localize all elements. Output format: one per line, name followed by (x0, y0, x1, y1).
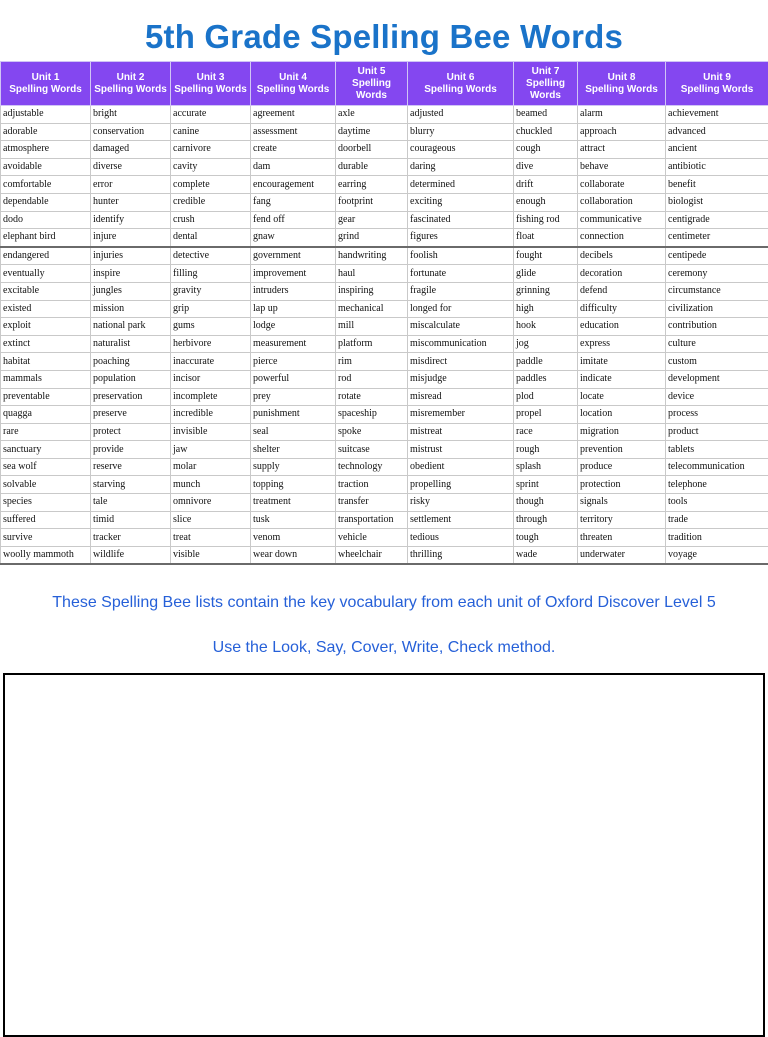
word-cell: misremember (408, 406, 514, 424)
word-cell: encouragement (251, 176, 336, 194)
word-cell: decibels (578, 247, 666, 265)
word-cell: survive (1, 529, 91, 547)
word-cell: rough (514, 441, 578, 459)
table-row (1, 353, 768, 371)
word-cell: dive (514, 158, 578, 176)
table-row (1, 335, 768, 353)
word-cell: alarm (578, 106, 666, 124)
word-cell: tradition (666, 529, 768, 547)
word-cell: mistrust (408, 441, 514, 459)
word-cell: prevention (578, 441, 666, 459)
word-cell: paddle (514, 353, 578, 371)
word-cell: misread (408, 388, 514, 406)
word-cell: protection (578, 476, 666, 494)
table-row (1, 318, 768, 336)
word-cell: drift (514, 176, 578, 194)
word-cell: comfortable (1, 176, 91, 194)
word-cell: habitat (1, 353, 91, 371)
word-cell: biologist (666, 193, 768, 211)
word-cell: excitable (1, 282, 91, 300)
word-cell: haul (336, 265, 408, 283)
table-row (1, 423, 768, 441)
word-cell: preservation (91, 388, 171, 406)
word-cell: fought (514, 247, 578, 265)
table-row (1, 546, 768, 564)
word-cell: bright (91, 106, 171, 124)
word-cell: injure (91, 229, 171, 247)
unit-header: Unit 4 Spelling Words (251, 62, 336, 106)
table-row (1, 529, 768, 547)
word-cell: tablets (666, 441, 768, 459)
word-cell: topping (251, 476, 336, 494)
table-row (1, 511, 768, 529)
word-cell: produce (578, 458, 666, 476)
word-cell: express (578, 335, 666, 353)
word-cell: adjustable (1, 106, 91, 124)
word-cell: canine (171, 123, 251, 141)
word-cell: jaw (171, 441, 251, 459)
word-cell: product (666, 423, 768, 441)
word-cell: punishment (251, 406, 336, 424)
word-cell: wheelchair (336, 546, 408, 564)
word-cell: footprint (336, 193, 408, 211)
word-cell: indicate (578, 370, 666, 388)
word-cell: intruders (251, 282, 336, 300)
word-cell: create (251, 141, 336, 159)
word-cell: ceremony (666, 265, 768, 283)
word-cell: agreement (251, 106, 336, 124)
word-cell: shelter (251, 441, 336, 459)
word-cell: protect (91, 423, 171, 441)
word-cell: mill (336, 318, 408, 336)
word-cell: behave (578, 158, 666, 176)
table-row (1, 282, 768, 300)
word-cell: process (666, 406, 768, 424)
word-cell: rim (336, 353, 408, 371)
word-cell: filling (171, 265, 251, 283)
word-cell: fishing rod (514, 211, 578, 229)
word-cell: diverse (91, 158, 171, 176)
word-cell: transfer (336, 494, 408, 512)
word-cell: enough (514, 193, 578, 211)
word-cell: tedious (408, 529, 514, 547)
word-cell: carnivore (171, 141, 251, 159)
word-cell: exploit (1, 318, 91, 336)
word-cell: spaceship (336, 406, 408, 424)
word-cell: voyage (666, 546, 768, 564)
word-cell: molar (171, 458, 251, 476)
word-cell: error (91, 176, 171, 194)
word-cell: migration (578, 423, 666, 441)
word-cell: rotate (336, 388, 408, 406)
writing-box[interactable] (3, 673, 765, 1037)
word-cell: adjusted (408, 106, 514, 124)
word-cell: trade (666, 511, 768, 529)
word-cell: circumstance (666, 282, 768, 300)
word-cell: elephant bird (1, 229, 91, 247)
word-cell: pierce (251, 353, 336, 371)
table-row (1, 106, 768, 124)
word-cell: longed for (408, 300, 514, 318)
word-cell: hook (514, 318, 578, 336)
unit-header: Unit 1 Spelling Words (1, 62, 91, 106)
word-cell: dental (171, 229, 251, 247)
table-row (1, 193, 768, 211)
word-cell: though (514, 494, 578, 512)
word-cell: incomplete (171, 388, 251, 406)
word-cell: platform (336, 335, 408, 353)
word-cell: fascinated (408, 211, 514, 229)
word-cell: traction (336, 476, 408, 494)
word-cell: race (514, 423, 578, 441)
word-cell: gravity (171, 282, 251, 300)
word-cell: miscommunication (408, 335, 514, 353)
word-cell: determined (408, 176, 514, 194)
word-cell: obedient (408, 458, 514, 476)
table-row (1, 265, 768, 283)
word-cell: accurate (171, 106, 251, 124)
vocabulary-note: These Spelling Bee lists contain the key vocabulary from each unit of Oxford Discover Level 5 (0, 594, 768, 612)
word-cell: axle (336, 106, 408, 124)
word-cell: timid (91, 511, 171, 529)
word-cell: tools (666, 494, 768, 512)
word-cell: contribution (666, 318, 768, 336)
word-cell: detective (171, 247, 251, 265)
word-cell: inspire (91, 265, 171, 283)
word-cell: courageous (408, 141, 514, 159)
word-cell: spoke (336, 423, 408, 441)
word-cell: gear (336, 211, 408, 229)
word-cell: territory (578, 511, 666, 529)
word-cell: conservation (91, 123, 171, 141)
word-cell: powerful (251, 370, 336, 388)
word-cell: credible (171, 193, 251, 211)
word-cell: advanced (666, 123, 768, 141)
word-cell: sea wolf (1, 458, 91, 476)
word-cell: starving (91, 476, 171, 494)
word-cell: supply (251, 458, 336, 476)
word-cell: naturalist (91, 335, 171, 353)
word-cell: achievement (666, 106, 768, 124)
word-cell: fortunate (408, 265, 514, 283)
word-cell: propel (514, 406, 578, 424)
word-cell: through (514, 511, 578, 529)
table-body (1, 106, 768, 565)
word-cell: tale (91, 494, 171, 512)
word-cell: rod (336, 370, 408, 388)
word-cell: exciting (408, 193, 514, 211)
table-row (1, 141, 768, 159)
table-header (1, 62, 768, 106)
word-cell: preventable (1, 388, 91, 406)
word-cell: centigrade (666, 211, 768, 229)
word-cell: thrilling (408, 546, 514, 564)
word-cell: transportation (336, 511, 408, 529)
word-cell: centipede (666, 247, 768, 265)
word-cell: fang (251, 193, 336, 211)
word-cell: plod (514, 388, 578, 406)
word-cell: collaboration (578, 193, 666, 211)
word-cell: vehicle (336, 529, 408, 547)
unit-header: Unit 9 Spelling Words (666, 62, 768, 106)
word-cell: seal (251, 423, 336, 441)
word-cell: splash (514, 458, 578, 476)
word-cell: eventually (1, 265, 91, 283)
word-cell: quagga (1, 406, 91, 424)
word-cell: reserve (91, 458, 171, 476)
word-cell: poaching (91, 353, 171, 371)
word-cell: measurement (251, 335, 336, 353)
word-cell: rare (1, 423, 91, 441)
word-cell: signals (578, 494, 666, 512)
word-cell: fend off (251, 211, 336, 229)
table-row (1, 476, 768, 494)
word-cell: munch (171, 476, 251, 494)
table-row (1, 458, 768, 476)
word-cell: species (1, 494, 91, 512)
word-cell: suitcase (336, 441, 408, 459)
word-cell: foolish (408, 247, 514, 265)
word-cell: dodo (1, 211, 91, 229)
word-cell: difficulty (578, 300, 666, 318)
word-cell: endangered (1, 247, 91, 265)
table-row (1, 441, 768, 459)
word-cell: telephone (666, 476, 768, 494)
word-cell: invisible (171, 423, 251, 441)
word-cell: sanctuary (1, 441, 91, 459)
word-cell: communicative (578, 211, 666, 229)
word-cell: slice (171, 511, 251, 529)
word-cell: mechanical (336, 300, 408, 318)
word-cell: earring (336, 176, 408, 194)
table-row (1, 247, 768, 265)
word-cell: preserve (91, 406, 171, 424)
word-cell: misjudge (408, 370, 514, 388)
word-cell: inspiring (336, 282, 408, 300)
word-cell: improvement (251, 265, 336, 283)
word-cell: defend (578, 282, 666, 300)
word-cell: development (666, 370, 768, 388)
word-cell: paddles (514, 370, 578, 388)
word-cell: settlement (408, 511, 514, 529)
word-cell: lap up (251, 300, 336, 318)
word-cell: inaccurate (171, 353, 251, 371)
word-cell: venom (251, 529, 336, 547)
word-cell: technology (336, 458, 408, 476)
word-cell: connection (578, 229, 666, 247)
word-cell: daytime (336, 123, 408, 141)
word-cell: tough (514, 529, 578, 547)
word-cell: tusk (251, 511, 336, 529)
word-cell: risky (408, 494, 514, 512)
word-cell: beamed (514, 106, 578, 124)
word-cell: assessment (251, 123, 336, 141)
word-cell: national park (91, 318, 171, 336)
word-cell: centimeter (666, 229, 768, 247)
word-cell: glide (514, 265, 578, 283)
unit-header: Unit 7 Spelling Words (514, 62, 578, 106)
unit-header: Unit 3 Spelling Words (171, 62, 251, 106)
word-cell: mistreat (408, 423, 514, 441)
word-cell: atmosphere (1, 141, 91, 159)
word-cell: grip (171, 300, 251, 318)
word-cell: suffered (1, 511, 91, 529)
word-cell: damaged (91, 141, 171, 159)
table-row (1, 406, 768, 424)
word-cell: wildlife (91, 546, 171, 564)
word-cell: civilization (666, 300, 768, 318)
word-cell: decoration (578, 265, 666, 283)
page-title: 5th Grade Spelling Bee Words (145, 18, 623, 56)
unit-header: Unit 8 Spelling Words (578, 62, 666, 106)
word-cell: treatment (251, 494, 336, 512)
table-row (1, 494, 768, 512)
word-cell: adorable (1, 123, 91, 141)
word-cell: attract (578, 141, 666, 159)
word-cell: extinct (1, 335, 91, 353)
word-cell: ancient (666, 141, 768, 159)
word-cell: sprint (514, 476, 578, 494)
word-cell: government (251, 247, 336, 265)
word-cell: gums (171, 318, 251, 336)
word-cell: mammals (1, 370, 91, 388)
word-cell: solvable (1, 476, 91, 494)
word-cell: jog (514, 335, 578, 353)
word-cell: float (514, 229, 578, 247)
table-row (1, 388, 768, 406)
word-cell: locate (578, 388, 666, 406)
table-row (1, 370, 768, 388)
word-cell: underwater (578, 546, 666, 564)
method-note: Use the Look, Say, Cover, Write, Check method. (0, 639, 768, 657)
word-cell: identify (91, 211, 171, 229)
word-cell: high (514, 300, 578, 318)
unit-header: Unit 2 Spelling Words (91, 62, 171, 106)
word-cell: prey (251, 388, 336, 406)
word-cell: threaten (578, 529, 666, 547)
word-cell: approach (578, 123, 666, 141)
spelling-words-table (0, 61, 768, 565)
word-cell: treat (171, 529, 251, 547)
unit-header: Unit 6 Spelling Words (408, 62, 514, 106)
word-cell: fragile (408, 282, 514, 300)
word-cell: chuckled (514, 123, 578, 141)
word-cell: cough (514, 141, 578, 159)
word-cell: propelling (408, 476, 514, 494)
word-cell: daring (408, 158, 514, 176)
word-cell: antibiotic (666, 158, 768, 176)
word-cell: visible (171, 546, 251, 564)
word-cell: cavity (171, 158, 251, 176)
table-row (1, 229, 768, 247)
word-cell: tracker (91, 529, 171, 547)
word-cell: complete (171, 176, 251, 194)
title-bar (0, 12, 768, 62)
word-cell: provide (91, 441, 171, 459)
word-cell: dependable (1, 193, 91, 211)
word-cell: population (91, 370, 171, 388)
table-row (1, 211, 768, 229)
word-cell: existed (1, 300, 91, 318)
word-cell: herbivore (171, 335, 251, 353)
word-cell: hunter (91, 193, 171, 211)
word-cell: imitate (578, 353, 666, 371)
word-cell: miscalculate (408, 318, 514, 336)
word-cell: culture (666, 335, 768, 353)
word-cell: injuries (91, 247, 171, 265)
word-cell: dam (251, 158, 336, 176)
word-cell: incredible (171, 406, 251, 424)
word-cell: doorbell (336, 141, 408, 159)
word-cell: blurry (408, 123, 514, 141)
word-cell: lodge (251, 318, 336, 336)
word-cell: education (578, 318, 666, 336)
word-cell: telecommunication (666, 458, 768, 476)
word-cell: omnivore (171, 494, 251, 512)
word-cell: benefit (666, 176, 768, 194)
word-cell: gnaw (251, 229, 336, 247)
word-cell: jungles (91, 282, 171, 300)
word-cell: collaborate (578, 176, 666, 194)
word-cell: custom (666, 353, 768, 371)
header-row (1, 62, 768, 106)
table-row (1, 158, 768, 176)
table-row (1, 123, 768, 141)
word-cell: avoidable (1, 158, 91, 176)
word-cell: device (666, 388, 768, 406)
word-cell: figures (408, 229, 514, 247)
word-cell: misdirect (408, 353, 514, 371)
word-cell: location (578, 406, 666, 424)
table-row (1, 176, 768, 194)
word-cell: woolly mammoth (1, 546, 91, 564)
word-cell: incisor (171, 370, 251, 388)
table-row (1, 300, 768, 318)
word-cell: durable (336, 158, 408, 176)
word-cell: grinning (514, 282, 578, 300)
word-cell: wear down (251, 546, 336, 564)
word-cell: handwriting (336, 247, 408, 265)
unit-header: Unit 5 Spelling Words (336, 62, 408, 106)
word-cell: wade (514, 546, 578, 564)
word-cell: grind (336, 229, 408, 247)
word-cell: crush (171, 211, 251, 229)
word-cell: mission (91, 300, 171, 318)
